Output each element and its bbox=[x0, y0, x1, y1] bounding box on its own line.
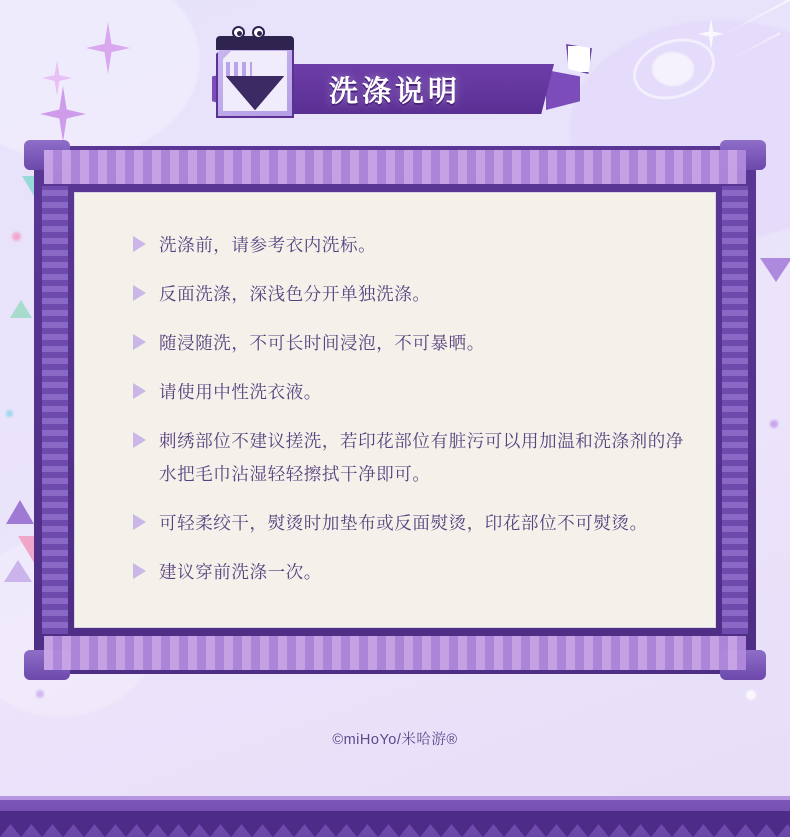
list-item bbox=[133, 376, 685, 409]
card-top-band bbox=[44, 150, 746, 184]
footer-strip bbox=[0, 800, 790, 837]
list-item-label: 可轻柔绞干，熨烫时加垫布或反面熨烫，印花部位不可熨烫。 bbox=[159, 513, 648, 533]
dot-deco-icon bbox=[746, 690, 756, 700]
list-item-label: 洗涤前，请参考衣内洗标。 bbox=[159, 235, 377, 255]
list-item bbox=[133, 278, 685, 311]
triangle-bullet-icon bbox=[133, 432, 146, 448]
triangle-bullet-icon bbox=[133, 285, 146, 301]
page-title: 洗涤说明 bbox=[328, 75, 461, 108]
dot-deco-icon bbox=[770, 420, 778, 428]
list-item bbox=[133, 425, 685, 491]
triangle-deco-icon bbox=[10, 300, 32, 318]
header-banner bbox=[0, 18, 790, 130]
footer-zigzag-pattern bbox=[0, 800, 790, 837]
list-item-label: 随浸随洗，不可长时间浸泡，不可暴晒。 bbox=[159, 333, 485, 353]
card-paper bbox=[74, 192, 716, 628]
triangle-bullet-icon bbox=[133, 334, 146, 350]
triangle-deco-icon bbox=[6, 500, 34, 524]
care-instruction-list bbox=[133, 229, 685, 605]
triangle-bullet-icon bbox=[133, 236, 146, 252]
pennant-icon bbox=[566, 44, 592, 74]
card-right-edge bbox=[722, 186, 748, 634]
list-item-label: 请使用中性洗衣液。 bbox=[159, 382, 322, 402]
list-item-label: 建议穿前洗涤一次。 bbox=[159, 562, 322, 582]
list-item-label: 反面洗涤，深浅色分开单独洗涤。 bbox=[159, 284, 431, 304]
dot-deco-icon bbox=[12, 232, 21, 241]
triangle-bullet-icon bbox=[133, 514, 146, 530]
dot-deco-icon bbox=[36, 690, 44, 698]
triangle-deco-icon bbox=[4, 560, 32, 582]
dot-deco-icon bbox=[6, 410, 13, 417]
badge-mountain-shape bbox=[226, 76, 284, 110]
badge-eye-left-icon bbox=[232, 26, 245, 39]
triangle-bullet-icon bbox=[133, 563, 146, 579]
list-item bbox=[133, 229, 685, 262]
list-item-label: 刺绣部位不建议搓洗，若印花部位有脏污可以用加温和洗涤剂的净水把毛巾沾湿轻轻擦拭干净即可。 bbox=[159, 431, 684, 484]
card-left-edge bbox=[42, 186, 68, 634]
list-item bbox=[133, 507, 685, 540]
instruction-card bbox=[34, 146, 756, 674]
triangle-bullet-icon bbox=[133, 383, 146, 399]
list-item bbox=[133, 327, 685, 360]
badge-eye-right-icon bbox=[252, 26, 265, 39]
card-bottom-band bbox=[44, 636, 746, 670]
badge-stripe bbox=[226, 62, 252, 76]
triangle-deco-icon bbox=[760, 258, 790, 282]
list-item bbox=[133, 556, 685, 589]
copyright-text: ©miHoYo/米哈游® bbox=[332, 732, 458, 748]
